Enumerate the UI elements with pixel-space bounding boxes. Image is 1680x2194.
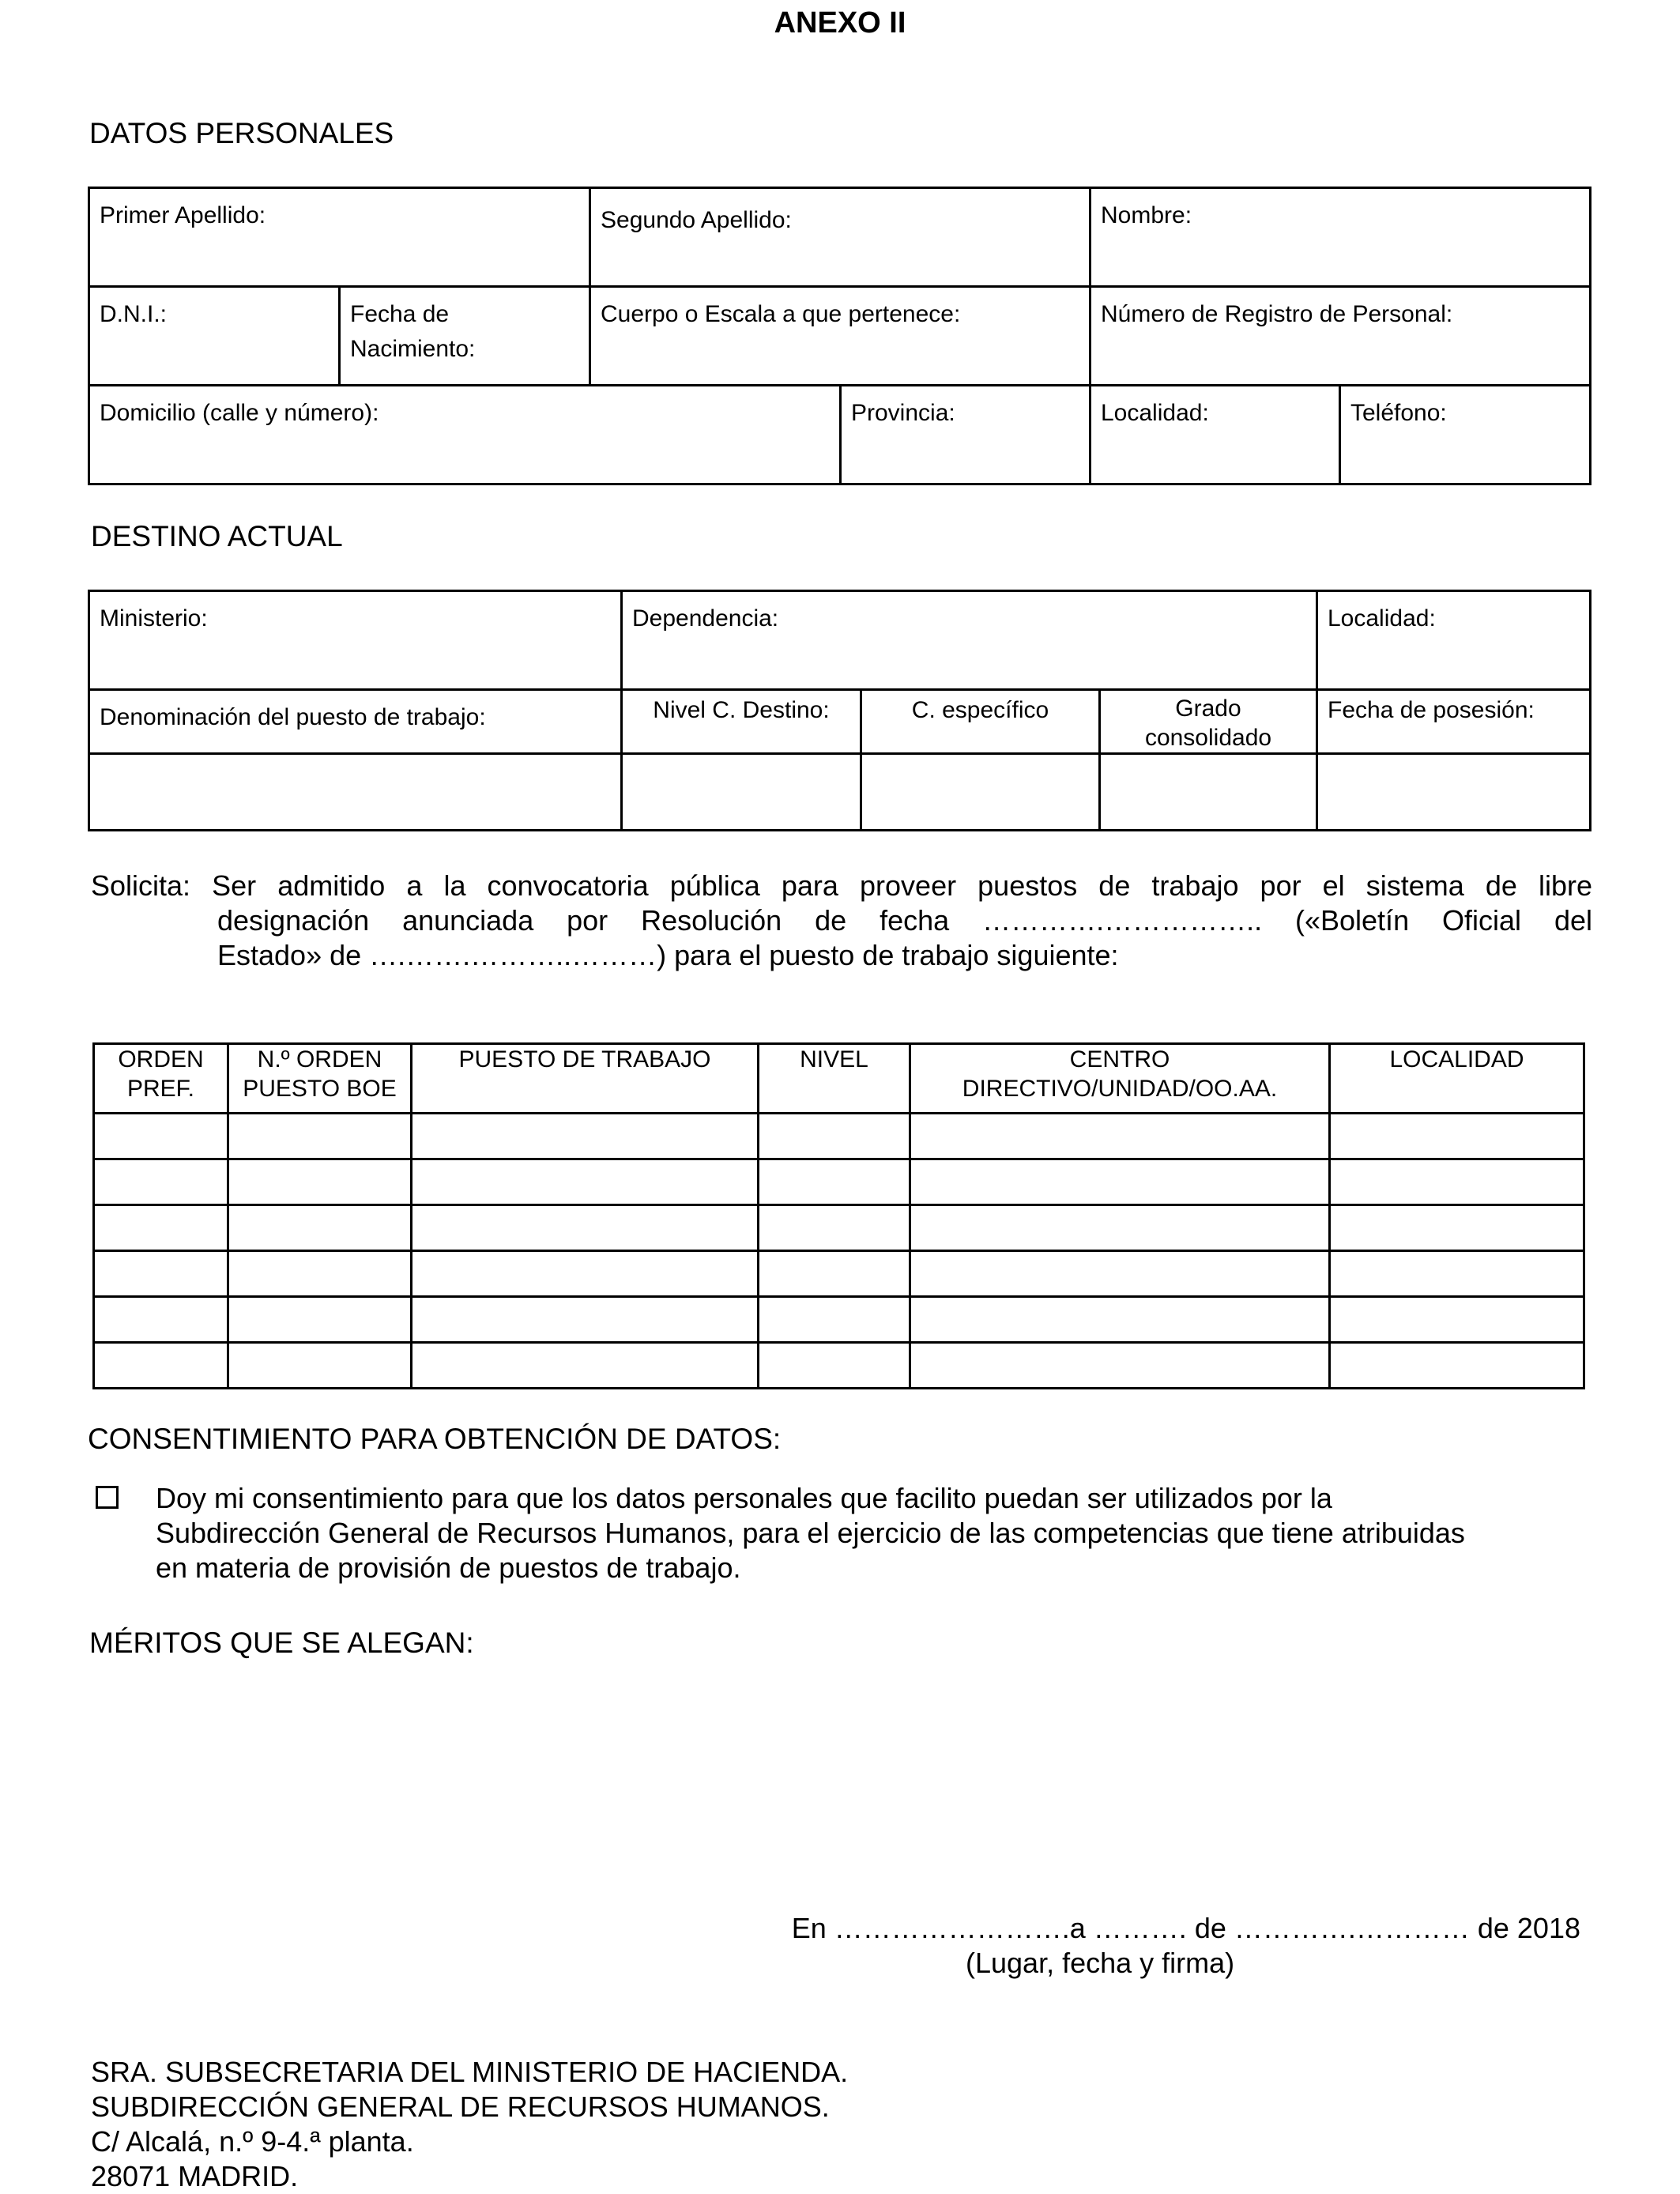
- nivel-header: [622, 690, 861, 754]
- consentimiento-text: [156, 1481, 1594, 1585]
- section-heading-meritos: MÉRITOS QUE SE ALEGAN:: [89, 1627, 474, 1659]
- ministerio-field[interactable]: [89, 591, 622, 690]
- document-title: ANEXO II: [774, 6, 906, 40]
- firma-caption: (Lugar, fecha y firma): [966, 1947, 1235, 1979]
- nrp-label: Número de Registro de Personal:: [1101, 301, 1453, 327]
- table-cell[interactable]: [910, 1205, 1330, 1251]
- table-cell[interactable]: [228, 1205, 412, 1251]
- nombre-field[interactable]: [1090, 188, 1591, 287]
- table-cell[interactable]: [759, 1114, 910, 1159]
- destinatario-block: [91, 2055, 848, 2194]
- denominacion-label: Denominación del puesto de trabajo:: [100, 704, 486, 730]
- col-header-puesto-l1: PUESTO DE TRABAJO: [458, 1046, 711, 1072]
- table-row: [94, 1114, 1584, 1159]
- fecha-posesion-header: [1317, 690, 1591, 754]
- segundo-apellido-label: Segundo Apellido:: [601, 207, 792, 233]
- telefono-field[interactable]: [1340, 386, 1591, 484]
- primer-apellido-label: Primer Apellido:: [100, 202, 266, 228]
- puestos-table: [92, 1042, 1585, 1389]
- solicita-text-1: Ser admitido a la convocatoria pública para proveer puestos de trabajo por el sistema de libre: [212, 869, 1592, 902]
- col-header-orden-boe: [228, 1044, 412, 1114]
- col-header-puesto: [412, 1044, 759, 1114]
- dependencia-label: Dependencia:: [632, 605, 779, 631]
- col-header-nivel-l1: NIVEL: [800, 1046, 868, 1072]
- denominacion-value-field[interactable]: [89, 754, 622, 831]
- primer-apellido-field[interactable]: [89, 188, 590, 287]
- table-row: [94, 1159, 1584, 1205]
- table-cell[interactable]: [910, 1159, 1330, 1205]
- col-header-centro-l2: DIRECTIVO/UNIDAD/OO.AA.: [962, 1076, 1278, 1102]
- solicita-line-1: [91, 869, 1592, 903]
- destinatario-line-1: SRA. SUBSECRETARIA DEL MINISTERIO DE HACIENDA.: [91, 2056, 849, 2088]
- table-cell[interactable]: [412, 1251, 759, 1297]
- table-row: [94, 1251, 1584, 1297]
- consent-line-2: Subdirección General de Recursos Humanos, para el ejercicio de las competencias que tiene atribuidas: [156, 1517, 1465, 1549]
- table-cell[interactable]: [1330, 1205, 1584, 1251]
- cuerpo-escala-field[interactable]: [590, 287, 1090, 386]
- table-cell[interactable]: [228, 1343, 412, 1389]
- col-header-centro: [910, 1044, 1330, 1114]
- table-cell[interactable]: [759, 1343, 910, 1389]
- solicita-line-3: Estado» de ….…….………..………) para el puesto de trabajo siguiente:: [217, 939, 1119, 971]
- grado-label-1: Grado: [1175, 696, 1241, 722]
- table-cell[interactable]: [94, 1251, 228, 1297]
- nombre-label: Nombre:: [1101, 202, 1192, 228]
- consent-line-1: Doy mi consentimiento para que los datos personales que facilito puedan ser utilizados por la: [156, 1482, 1332, 1514]
- col-header-orden-pref-l1: ORDEN: [118, 1046, 204, 1072]
- nivel-label: Nivel C. Destino:: [653, 697, 830, 723]
- grado-header: [1100, 690, 1317, 754]
- destinatario-line-3: C/ Alcalá, n.º 9-4.ª planta.: [91, 2125, 414, 2158]
- fecha-posesion-value-field[interactable]: [1317, 754, 1591, 831]
- table-cell[interactable]: [412, 1159, 759, 1205]
- col-header-centro-l1: CENTRO: [1069, 1046, 1170, 1072]
- table-cell[interactable]: [94, 1159, 228, 1205]
- consent-checkbox[interactable]: [96, 1486, 119, 1509]
- table-cell[interactable]: [94, 1297, 228, 1343]
- table-cell[interactable]: [910, 1343, 1330, 1389]
- table-row: [94, 1205, 1584, 1251]
- col-header-orden-pref-l2: PREF.: [126, 1076, 195, 1102]
- table-row: [94, 1343, 1584, 1389]
- dni-field[interactable]: [89, 287, 340, 386]
- table-cell[interactable]: [412, 1343, 759, 1389]
- segundo-apellido-field[interactable]: [590, 188, 1090, 287]
- col-header-nivel: [759, 1044, 910, 1114]
- table-cell[interactable]: [228, 1114, 412, 1159]
- table-cell[interactable]: [94, 1343, 228, 1389]
- table-cell[interactable]: [1330, 1297, 1584, 1343]
- destinatario-line-4: 28071 MADRID.: [91, 2160, 299, 2192]
- cuerpo-escala-label: Cuerpo o Escala a que pertenece:: [601, 301, 961, 327]
- puestos-header-row: [94, 1044, 1584, 1114]
- firma-line: En …………………….a ………. de ………….………… de 2018: [791, 1912, 1580, 1944]
- section-heading-destino-actual: DESTINO ACTUAL: [91, 520, 343, 552]
- solicita-label: Solicita:: [91, 869, 191, 902]
- table-cell[interactable]: [228, 1159, 412, 1205]
- grado-label-2: consolidado: [1144, 725, 1272, 751]
- localidad-field[interactable]: [1090, 386, 1340, 484]
- destinatario-line-2: SUBDIRECCIÓN GENERAL DE RECURSOS HUMANOS.: [91, 2090, 830, 2123]
- dni-label: D.N.I.:: [100, 301, 168, 327]
- solicita-line-2: designación anunciada por Resolución de fecha ………….…………….. («Boletín Oficial del: [217, 904, 1592, 937]
- domicilio-field[interactable]: [89, 386, 841, 484]
- domicilio-label: Domicilio (calle y número):: [100, 400, 379, 426]
- especifico-value-field[interactable]: [861, 754, 1100, 831]
- nivel-value-field[interactable]: [622, 754, 861, 831]
- destino-localidad-label: Localidad:: [1328, 605, 1436, 631]
- table-cell[interactable]: [910, 1297, 1330, 1343]
- table-cell[interactable]: [910, 1114, 1330, 1159]
- telefono-label: Teléfono:: [1350, 400, 1447, 426]
- especifico-header: [861, 690, 1100, 754]
- dependencia-field[interactable]: [622, 591, 1317, 690]
- destino-localidad-field[interactable]: [1317, 591, 1591, 690]
- col-header-orden-pref: [94, 1044, 228, 1114]
- table-cell[interactable]: [412, 1205, 759, 1251]
- table-cell[interactable]: [910, 1251, 1330, 1297]
- table-row: [94, 1297, 1584, 1343]
- table-cell[interactable]: [759, 1251, 910, 1297]
- table-cell[interactable]: [94, 1205, 228, 1251]
- consent-line-3: en materia de provisión de puestos de trabajo.: [156, 1551, 741, 1584]
- table-cell[interactable]: [1330, 1159, 1584, 1205]
- col-header-localidad: [1330, 1044, 1584, 1114]
- table-cell[interactable]: [1330, 1343, 1584, 1389]
- meritos-area[interactable]: [88, 1668, 1589, 1889]
- fecha-posesion-label: Fecha de posesión:: [1328, 697, 1535, 723]
- destino-actual-table: [88, 590, 1591, 831]
- table-cell[interactable]: [412, 1114, 759, 1159]
- fecha-nacimiento-field[interactable]: [340, 287, 590, 386]
- especifico-label: C. específico: [911, 697, 1049, 723]
- table-cell[interactable]: [759, 1159, 910, 1205]
- table-cell[interactable]: [94, 1114, 228, 1159]
- fecha-nacimiento-label-2: Nacimiento:: [350, 336, 476, 362]
- table-cell[interactable]: [228, 1251, 412, 1297]
- datos-personales-table: [88, 187, 1591, 485]
- provincia-field[interactable]: [841, 386, 1090, 484]
- fecha-nacimiento-label-1: Fecha de: [350, 301, 450, 327]
- section-heading-datos-personales: DATOS PERSONALES: [89, 117, 394, 149]
- grado-value-field[interactable]: [1100, 754, 1317, 831]
- ministerio-label: Ministerio:: [100, 605, 208, 631]
- provincia-label: Provincia:: [851, 400, 955, 426]
- table-cell[interactable]: [228, 1297, 412, 1343]
- col-header-orden-boe-l1: N.º ORDEN: [257, 1046, 382, 1072]
- nrp-field[interactable]: [1090, 287, 1591, 386]
- col-header-localidad-l1: LOCALIDAD: [1389, 1046, 1524, 1072]
- table-cell[interactable]: [1330, 1251, 1584, 1297]
- table-cell[interactable]: [412, 1297, 759, 1343]
- table-cell[interactable]: [1330, 1114, 1584, 1159]
- localidad-label: Localidad:: [1101, 400, 1209, 426]
- solicita-paragraph: [91, 869, 1592, 973]
- denominacion-header: [89, 690, 622, 754]
- table-cell[interactable]: [759, 1297, 910, 1343]
- section-heading-consentimiento: CONSENTIMIENTO PARA OBTENCIÓN DE DATOS:: [88, 1423, 782, 1455]
- col-header-orden-boe-l2: PUESTO BOE: [243, 1076, 397, 1102]
- table-cell[interactable]: [759, 1205, 910, 1251]
